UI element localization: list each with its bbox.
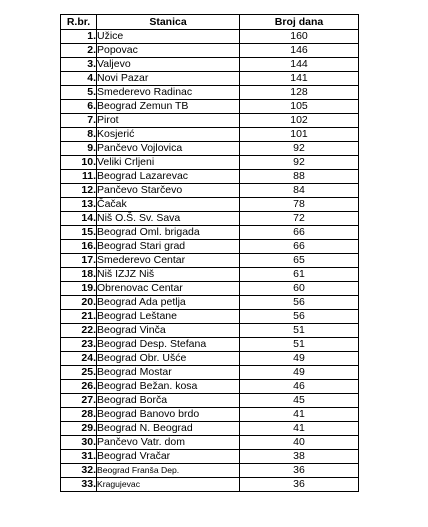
station-cell: Kragujevac — [97, 478, 240, 492]
days-cell: 105 — [240, 100, 359, 114]
rank-cell: 7. — [61, 114, 97, 128]
days-cell: 66 — [240, 240, 359, 254]
rank-cell: 27. — [61, 394, 97, 408]
rank-cell: 30. — [61, 436, 97, 450]
rank-cell: 25. — [61, 366, 97, 380]
rank-cell: 21. — [61, 310, 97, 324]
table-row — [61, 170, 359, 184]
station-cell: Beograd Zemun TB — [97, 100, 240, 114]
station-cell: Beograd Ada petlja — [97, 296, 240, 310]
rank-cell: 17. — [61, 254, 97, 268]
table-row — [61, 366, 359, 380]
days-cell: 72 — [240, 212, 359, 226]
rank-cell: 11. — [61, 170, 97, 184]
rank-cell: 32. — [61, 464, 97, 478]
table-row — [61, 478, 359, 492]
days-cell: 92 — [240, 156, 359, 170]
station-cell: Beograd Bežan. kosa — [97, 380, 240, 394]
table-row — [61, 254, 359, 268]
table-header-row — [61, 15, 359, 30]
days-cell: 84 — [240, 184, 359, 198]
header-station: Stanica — [97, 15, 240, 30]
rank-cell: 4. — [61, 72, 97, 86]
rank-cell: 3. — [61, 58, 97, 72]
table-row — [61, 380, 359, 394]
days-cell: 102 — [240, 114, 359, 128]
rank-cell: 23. — [61, 338, 97, 352]
days-cell: 88 — [240, 170, 359, 184]
station-cell: Beograd Mostar — [97, 366, 240, 380]
table-row — [61, 394, 359, 408]
days-cell: 56 — [240, 310, 359, 324]
table-row — [61, 128, 359, 142]
station-cell: Beograd Stari grad — [97, 240, 240, 254]
days-cell: 51 — [240, 338, 359, 352]
rank-cell: 12. — [61, 184, 97, 198]
table-body — [61, 30, 359, 492]
table-row — [61, 282, 359, 296]
days-cell: 92 — [240, 142, 359, 156]
rank-cell: 33. — [61, 478, 97, 492]
table-row — [61, 44, 359, 58]
station-cell: Užice — [97, 30, 240, 44]
station-cell: Obrenovac Centar — [97, 282, 240, 296]
table-row — [61, 422, 359, 436]
station-cell: Pirot — [97, 114, 240, 128]
rank-cell: 15. — [61, 226, 97, 240]
station-days-table — [60, 14, 359, 492]
table-row — [61, 464, 359, 478]
days-cell: 56 — [240, 296, 359, 310]
header-rank: R.br. — [61, 15, 97, 30]
table-row — [61, 408, 359, 422]
station-cell: Pančevo Vatr. dom — [97, 436, 240, 450]
table-row — [61, 240, 359, 254]
station-cell: Niš O.Š. Sv. Sava — [97, 212, 240, 226]
rank-cell: 13. — [61, 198, 97, 212]
table-row — [61, 100, 359, 114]
station-cell: Popovac — [97, 44, 240, 58]
station-cell: Beograd Oml. brigada — [97, 226, 240, 240]
days-cell: 160 — [240, 30, 359, 44]
days-cell: 38 — [240, 450, 359, 464]
station-cell: Novi Pazar — [97, 72, 240, 86]
station-cell: Niš IZJZ Niš — [97, 268, 240, 282]
station-cell: Beograd Vinča — [97, 324, 240, 338]
days-cell: 36 — [240, 464, 359, 478]
days-cell: 65 — [240, 254, 359, 268]
station-cell: Beograd Vračar — [97, 450, 240, 464]
station-cell: Valjevo — [97, 58, 240, 72]
table-row — [61, 184, 359, 198]
table-row — [61, 436, 359, 450]
days-cell: 60 — [240, 282, 359, 296]
days-cell: 51 — [240, 324, 359, 338]
days-cell: 49 — [240, 352, 359, 366]
rank-cell: 26. — [61, 380, 97, 394]
days-cell: 46 — [240, 380, 359, 394]
rank-cell: 20. — [61, 296, 97, 310]
rank-cell: 5. — [61, 86, 97, 100]
rank-cell: 22. — [61, 324, 97, 338]
days-cell: 41 — [240, 408, 359, 422]
station-cell: Pančevo Vojlovica — [97, 142, 240, 156]
station-cell: Pančevo Starčevo — [97, 184, 240, 198]
days-cell: 78 — [240, 198, 359, 212]
days-cell: 45 — [240, 394, 359, 408]
table-row — [61, 450, 359, 464]
station-cell: Čačak — [97, 198, 240, 212]
table-row — [61, 114, 359, 128]
station-cell: Beograd Obr. Ušće — [97, 352, 240, 366]
station-cell: Beograd Leštane — [97, 310, 240, 324]
table-row — [61, 296, 359, 310]
rank-cell: 10. — [61, 156, 97, 170]
rank-cell: 18. — [61, 268, 97, 282]
table-row — [61, 324, 359, 338]
station-cell: Beograd Lazarevac — [97, 170, 240, 184]
table-row — [61, 142, 359, 156]
rank-cell: 9. — [61, 142, 97, 156]
days-cell: 49 — [240, 366, 359, 380]
table-row — [61, 212, 359, 226]
table-row — [61, 310, 359, 324]
rank-cell: 19. — [61, 282, 97, 296]
days-cell: 41 — [240, 422, 359, 436]
station-cell: Beograd Borča — [97, 394, 240, 408]
table-row — [61, 30, 359, 44]
table-row — [61, 268, 359, 282]
station-cell: Beograd Desp. Stefana — [97, 338, 240, 352]
rank-cell: 24. — [61, 352, 97, 366]
station-cell: Smederevo Centar — [97, 254, 240, 268]
table-row — [61, 198, 359, 212]
days-cell: 40 — [240, 436, 359, 450]
days-cell: 144 — [240, 58, 359, 72]
station-cell: Smederevo Radinac — [97, 86, 240, 100]
station-cell: Beograd Banovo brdo — [97, 408, 240, 422]
rank-cell: 6. — [61, 100, 97, 114]
days-cell: 66 — [240, 226, 359, 240]
table-row — [61, 338, 359, 352]
table-row — [61, 58, 359, 72]
rank-cell: 28. — [61, 408, 97, 422]
rank-cell: 2. — [61, 44, 97, 58]
rank-cell: 1. — [61, 30, 97, 44]
header-days: Broj dana — [240, 15, 359, 30]
rank-cell: 16. — [61, 240, 97, 254]
table-row — [61, 156, 359, 170]
days-cell: 101 — [240, 128, 359, 142]
days-cell: 146 — [240, 44, 359, 58]
table-row — [61, 352, 359, 366]
station-cell: Beograd N. Beograd — [97, 422, 240, 436]
days-cell: 36 — [240, 478, 359, 492]
rank-cell: 14. — [61, 212, 97, 226]
table-row — [61, 226, 359, 240]
rank-cell: 8. — [61, 128, 97, 142]
days-cell: 61 — [240, 268, 359, 282]
rank-cell: 31. — [61, 450, 97, 464]
station-cell: Kosjerić — [97, 128, 240, 142]
days-cell: 128 — [240, 86, 359, 100]
table-row — [61, 72, 359, 86]
station-cell: Beograd Franša Dep. — [97, 464, 240, 478]
days-cell: 141 — [240, 72, 359, 86]
table-row — [61, 86, 359, 100]
station-cell: Veliki Crljeni — [97, 156, 240, 170]
rank-cell: 29. — [61, 422, 97, 436]
